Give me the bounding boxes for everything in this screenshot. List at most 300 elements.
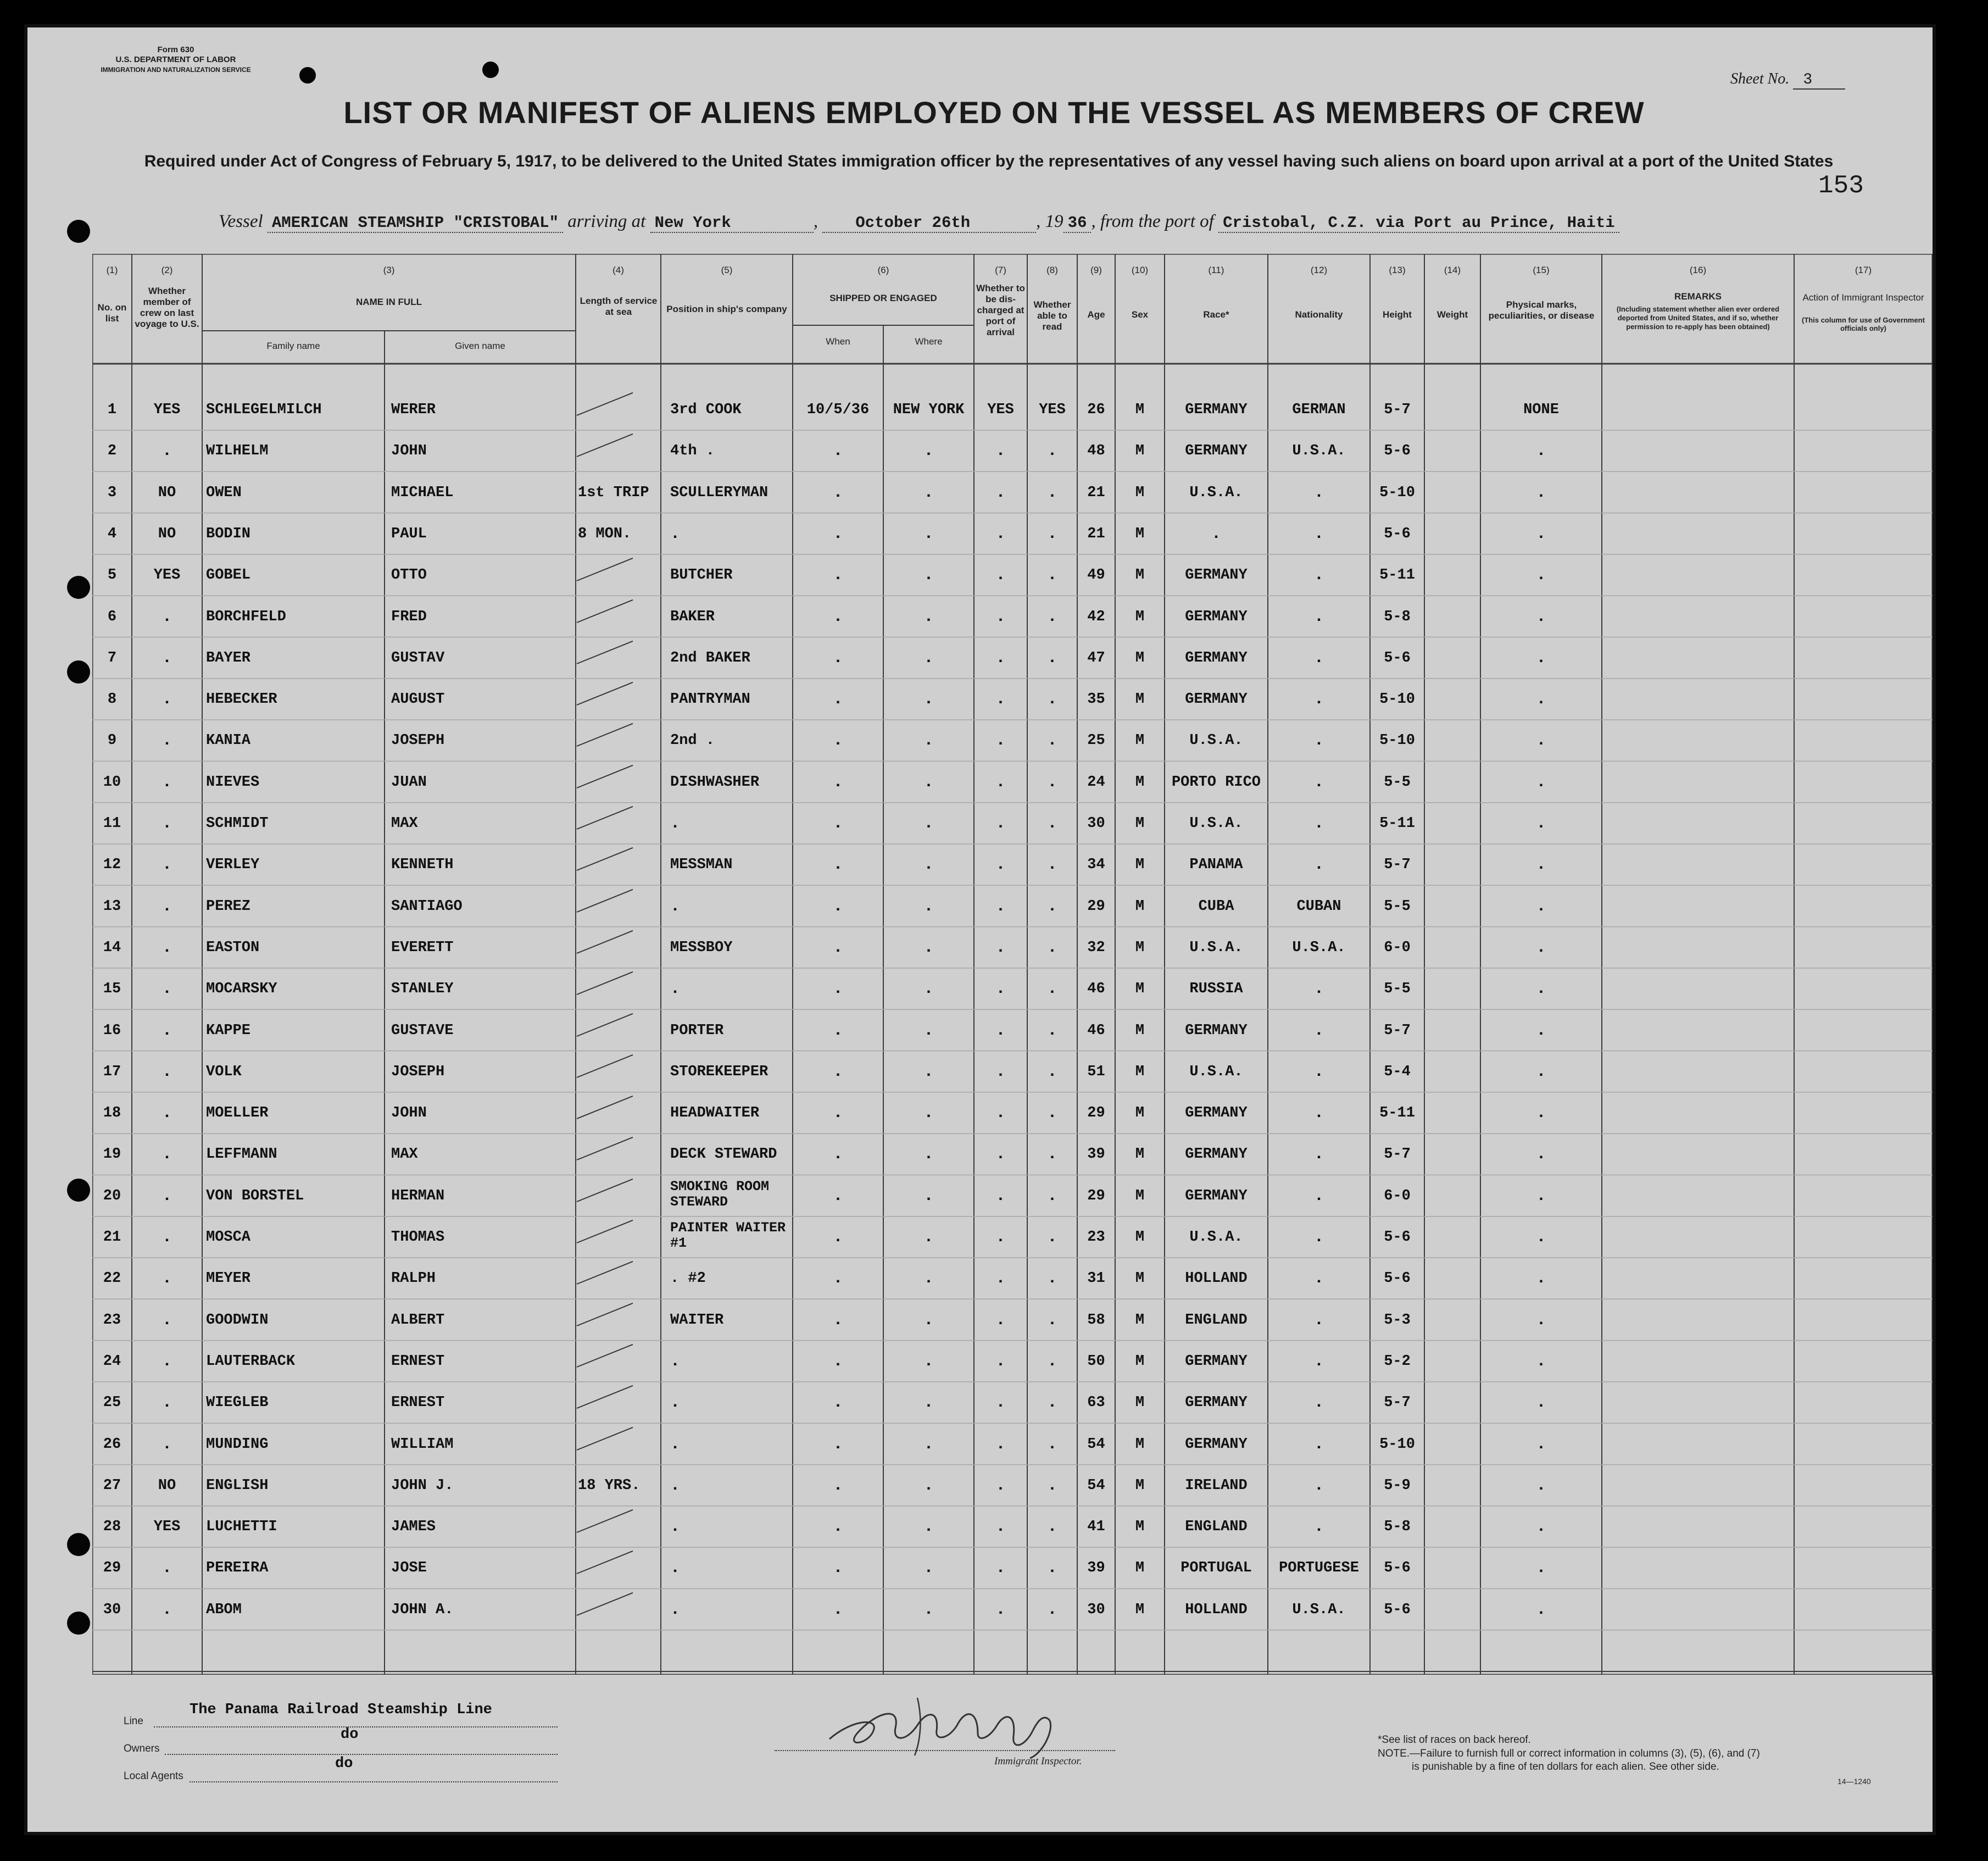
row-read: . bbox=[1047, 1435, 1057, 1454]
row-position: SMOKING ROOM STEWARD bbox=[670, 1178, 770, 1210]
row-race: GERMANY bbox=[1185, 608, 1248, 625]
row-given: JOHN bbox=[391, 1105, 427, 1122]
row-given: GUSTAVE bbox=[391, 1022, 454, 1039]
row-nationality: . bbox=[1313, 773, 1324, 792]
row-marks: . bbox=[1536, 566, 1546, 585]
row-nationality: . bbox=[1313, 1269, 1324, 1288]
row-given: ERNEST bbox=[391, 1395, 445, 1412]
punch-hole bbox=[299, 67, 316, 84]
row-marks: . bbox=[1536, 607, 1546, 626]
punch-hole bbox=[67, 1533, 90, 1556]
row-where: . bbox=[923, 1062, 934, 1081]
races-note: *See list of races on back hereof. bbox=[1378, 1734, 1531, 1746]
row-no: 27 bbox=[103, 1477, 121, 1494]
row-no: 2 bbox=[107, 443, 117, 460]
row-no: 21 bbox=[103, 1229, 121, 1246]
col-number: (14) bbox=[1444, 265, 1461, 275]
row-read: . bbox=[1047, 1310, 1057, 1330]
header-given-name: Given name bbox=[455, 341, 505, 351]
row-race: GERMANY bbox=[1185, 1436, 1248, 1453]
row-when: . bbox=[833, 1062, 843, 1081]
row-given: JUAN bbox=[391, 774, 427, 791]
row-marks: . bbox=[1536, 938, 1546, 957]
header-physical-marks: Physical marks, peculiarities, or disease bbox=[1488, 299, 1595, 321]
row-no: 17 bbox=[103, 1063, 121, 1080]
row-sex: M bbox=[1135, 939, 1145, 956]
header-when: When bbox=[826, 336, 850, 347]
row-given: HERMAN bbox=[391, 1187, 445, 1204]
row-discharged: . bbox=[995, 897, 1006, 916]
row-nationality: . bbox=[1313, 607, 1324, 626]
row-height: 5-5 bbox=[1384, 898, 1411, 915]
row-given: JOSE bbox=[391, 1560, 427, 1577]
row-given: KENNETH bbox=[391, 857, 454, 874]
row-given: JOSEPH bbox=[391, 1063, 445, 1080]
row-when: . bbox=[833, 1104, 843, 1123]
row-marks: . bbox=[1536, 897, 1546, 916]
row-given: FRED bbox=[391, 608, 427, 625]
col-number: (11) bbox=[1208, 265, 1224, 275]
row-age: 29 bbox=[1087, 1187, 1105, 1204]
row-race: RUSSIA bbox=[1189, 981, 1243, 998]
row-when: . bbox=[833, 855, 843, 875]
row-read: . bbox=[1047, 1228, 1057, 1247]
row-read: . bbox=[1047, 1393, 1057, 1413]
row-family: HEBECKER bbox=[206, 691, 277, 708]
row-member: . bbox=[162, 773, 172, 792]
row-age: 25 bbox=[1087, 732, 1105, 749]
row-when: . bbox=[833, 1352, 843, 1371]
row-position: DISHWASHER bbox=[670, 774, 760, 791]
col-number: (9) bbox=[1090, 265, 1102, 275]
row-marks: . bbox=[1536, 1310, 1546, 1330]
row-when: . bbox=[833, 1393, 843, 1413]
row-family: NIEVES bbox=[206, 774, 260, 791]
departure-port: Cristobal, C.Z. via Port au Prince, Haiti bbox=[1218, 214, 1619, 233]
row-race: HOLLAND bbox=[1185, 1601, 1248, 1618]
row-when: . bbox=[833, 690, 843, 709]
row-discharged: . bbox=[995, 442, 1006, 461]
row-position: 2nd . bbox=[670, 732, 715, 749]
row-sex: M bbox=[1135, 1312, 1145, 1329]
row-no: 9 bbox=[107, 732, 117, 749]
header-family-name: Family name bbox=[266, 341, 320, 351]
row-where: . bbox=[923, 855, 934, 875]
sheet-number bbox=[1730, 70, 1845, 88]
row-position: . bbox=[670, 1435, 681, 1454]
row-position: . #2 bbox=[670, 1270, 706, 1287]
row-marks: . bbox=[1536, 648, 1546, 668]
header-member-last-voyage: Whether member of crew on last voyage to U.S. bbox=[135, 286, 199, 329]
row-nationality: . bbox=[1313, 648, 1324, 668]
row-family: PEREIRA bbox=[206, 1560, 269, 1577]
row-race: U.S.A. bbox=[1189, 484, 1243, 501]
header-action-inspector: Action of Immigrant Inspector bbox=[1802, 292, 1924, 303]
row-marks: . bbox=[1536, 1145, 1546, 1164]
row-nationality: CUBAN bbox=[1296, 898, 1341, 915]
row-race: GERMANY bbox=[1185, 567, 1248, 584]
row-sex: M bbox=[1135, 857, 1145, 874]
row-when: . bbox=[833, 648, 843, 668]
row-race: PORTUGAL bbox=[1180, 1560, 1252, 1577]
row-discharged: . bbox=[995, 1269, 1006, 1288]
row-discharged: . bbox=[995, 483, 1006, 502]
row-position: WAITER bbox=[670, 1312, 724, 1329]
row-marks: . bbox=[1536, 855, 1546, 875]
row-read: . bbox=[1047, 483, 1057, 502]
row-age: 41 bbox=[1087, 1519, 1105, 1536]
row-height: 5-3 bbox=[1384, 1312, 1411, 1329]
header-length-of-service: Length of service at sea bbox=[580, 296, 658, 317]
row-when: . bbox=[833, 1476, 843, 1495]
row-member: . bbox=[162, 648, 172, 668]
row-height: 5-6 bbox=[1384, 525, 1411, 542]
row-discharged: . bbox=[995, 607, 1006, 626]
row-sex: M bbox=[1135, 1601, 1145, 1618]
row-marks: . bbox=[1536, 1518, 1546, 1537]
row-height: 5-7 bbox=[1384, 1395, 1411, 1412]
row-sex: M bbox=[1135, 732, 1145, 749]
row-family: VERLEY bbox=[206, 857, 260, 874]
row-sex: M bbox=[1135, 443, 1145, 460]
row-when: . bbox=[833, 1145, 843, 1164]
row-marks: . bbox=[1536, 1021, 1546, 1040]
row-sex: M bbox=[1135, 1477, 1145, 1494]
row-read: . bbox=[1047, 938, 1057, 957]
row-sex: M bbox=[1135, 1063, 1145, 1080]
row-discharged: . bbox=[995, 1518, 1006, 1537]
row-sex: M bbox=[1135, 815, 1145, 832]
row-where: . bbox=[923, 1393, 934, 1413]
row-height: 5-6 bbox=[1384, 1229, 1411, 1246]
row-age: 29 bbox=[1087, 898, 1105, 915]
row-where: . bbox=[923, 483, 934, 502]
row-race: GERMANY bbox=[1185, 402, 1248, 418]
row-family: WILHELM bbox=[206, 443, 269, 460]
row-family: KAPPE bbox=[206, 1022, 251, 1039]
row-age: 54 bbox=[1087, 1477, 1105, 1494]
row-member: . bbox=[162, 1228, 172, 1247]
row-no: 20 bbox=[103, 1187, 121, 1204]
row-member: . bbox=[162, 731, 172, 751]
row-given: GUSTAV bbox=[391, 649, 445, 666]
row-age: 50 bbox=[1087, 1353, 1105, 1370]
row-age: 49 bbox=[1087, 567, 1105, 584]
col-number: (13) bbox=[1389, 265, 1406, 275]
row-age: 48 bbox=[1087, 443, 1105, 460]
row-member: . bbox=[162, 1600, 172, 1619]
row-no: 13 bbox=[103, 898, 121, 915]
row-nationality: GERMAN bbox=[1292, 402, 1346, 418]
row-no: 22 bbox=[103, 1270, 121, 1287]
row-sex: M bbox=[1135, 525, 1145, 542]
row-where: . bbox=[923, 1352, 934, 1371]
row-discharged: . bbox=[995, 1021, 1006, 1040]
row-where: . bbox=[923, 1435, 934, 1454]
row-height: 5-8 bbox=[1384, 608, 1411, 625]
row-discharged: . bbox=[995, 773, 1006, 792]
row-height: 5-11 bbox=[1379, 1105, 1415, 1122]
row-family: ABOM bbox=[206, 1601, 242, 1618]
row-marks: . bbox=[1536, 1104, 1546, 1123]
row-family: MEYER bbox=[206, 1270, 251, 1287]
row-no: 12 bbox=[103, 857, 121, 874]
row-length: 1st TRIP bbox=[578, 484, 649, 501]
row-given: MICHAEL bbox=[391, 484, 454, 501]
row-race: GERMANY bbox=[1185, 1022, 1248, 1039]
row-sex: M bbox=[1135, 1395, 1145, 1412]
row-member: . bbox=[162, 855, 172, 875]
row-read: . bbox=[1047, 442, 1057, 461]
col-number: (17) bbox=[1855, 265, 1872, 275]
row-discharged: . bbox=[995, 1062, 1006, 1081]
header-sex: Sex bbox=[1131, 309, 1149, 320]
row-discharged: . bbox=[995, 524, 1006, 543]
col-number: (7) bbox=[995, 265, 1006, 275]
row-family: MOCARSKY bbox=[206, 981, 277, 998]
row-member: . bbox=[162, 1435, 172, 1454]
row-member: . bbox=[162, 442, 172, 461]
row-sex: M bbox=[1135, 1436, 1145, 1453]
row-age: 63 bbox=[1087, 1395, 1105, 1412]
row-marks: . bbox=[1536, 1476, 1546, 1495]
header-action-note: (This column for use of Government officials only) bbox=[1802, 316, 1925, 332]
row-given: THOMAS bbox=[391, 1229, 445, 1246]
row-age: 47 bbox=[1087, 649, 1105, 666]
local-agents-label: Local Agents bbox=[124, 1770, 183, 1782]
row-when: . bbox=[833, 524, 843, 543]
row-race: U.S.A. bbox=[1189, 1063, 1243, 1080]
row-read: . bbox=[1047, 1518, 1057, 1537]
row-nationality: . bbox=[1313, 1393, 1324, 1413]
row-where: . bbox=[923, 897, 934, 916]
vessel-name: AMERICAN STEAMSHIP "CRISTOBAL" bbox=[268, 214, 563, 233]
row-race: CUBA bbox=[1198, 898, 1234, 915]
row-member: . bbox=[162, 690, 172, 709]
row-given: ALBERT bbox=[391, 1312, 445, 1329]
row-height: 5-7 bbox=[1384, 1022, 1411, 1039]
row-no: 5 bbox=[107, 567, 117, 584]
row-no: 7 bbox=[107, 649, 117, 666]
row-sex: M bbox=[1135, 567, 1145, 584]
row-height: 6-0 bbox=[1384, 939, 1411, 956]
row-where: . bbox=[923, 524, 934, 543]
row-sex: M bbox=[1135, 1105, 1145, 1122]
row-height: 5-8 bbox=[1384, 1519, 1411, 1536]
row-discharged: . bbox=[995, 690, 1006, 709]
row-family: LAUTERBACK bbox=[206, 1353, 296, 1370]
row-given: EVERETT bbox=[391, 939, 454, 956]
row-given: ERNEST bbox=[391, 1353, 445, 1370]
row-position: . bbox=[670, 1476, 681, 1495]
row-family: WIEGLEB bbox=[206, 1395, 269, 1412]
row-position: . bbox=[670, 1393, 681, 1413]
row-member: . bbox=[162, 1021, 172, 1040]
header-nationality: Nationality bbox=[1295, 309, 1343, 320]
row-given: SANTIAGO bbox=[391, 898, 463, 915]
row-read: YES bbox=[1039, 402, 1066, 418]
row-when: 10/5/36 bbox=[806, 402, 870, 418]
row-height: 5-7 bbox=[1384, 857, 1411, 874]
row-discharged: . bbox=[995, 1228, 1006, 1247]
row-no: 18 bbox=[103, 1105, 121, 1122]
row-height: 5-11 bbox=[1379, 815, 1415, 832]
row-age: 42 bbox=[1087, 608, 1105, 625]
row-member: . bbox=[162, 938, 172, 957]
row-race: ENGLAND bbox=[1185, 1519, 1248, 1536]
row-family: MOSCA bbox=[206, 1229, 251, 1246]
row-when: . bbox=[833, 483, 843, 502]
row-age: 21 bbox=[1087, 484, 1105, 501]
row-given: JOHN A. bbox=[391, 1601, 454, 1618]
row-marks: . bbox=[1536, 1559, 1546, 1578]
row-when: . bbox=[833, 897, 843, 916]
row-age: 39 bbox=[1087, 1146, 1105, 1163]
row-no: 8 bbox=[107, 691, 117, 708]
row-discharged: . bbox=[995, 1145, 1006, 1164]
row-read: . bbox=[1047, 814, 1057, 833]
row-position: DECK STEWARD bbox=[670, 1146, 777, 1163]
row-height: 5-11 bbox=[1379, 567, 1415, 584]
row-no: 28 bbox=[103, 1519, 121, 1536]
row-position: HEADWAITER bbox=[670, 1105, 760, 1122]
row-sex: M bbox=[1135, 1270, 1145, 1287]
row-where: . bbox=[923, 1476, 934, 1495]
row-race: U.S.A. bbox=[1189, 815, 1243, 832]
row-age: 32 bbox=[1087, 939, 1105, 956]
row-where: . bbox=[923, 1310, 934, 1330]
row-read: . bbox=[1047, 980, 1057, 999]
row-no: 3 bbox=[107, 484, 117, 501]
row-given: JAMES bbox=[391, 1519, 436, 1536]
row-discharged: . bbox=[995, 1352, 1006, 1371]
row-nationality: . bbox=[1313, 731, 1324, 751]
row-where: . bbox=[923, 1228, 934, 1247]
row-sex: M bbox=[1135, 649, 1145, 666]
row-no: 25 bbox=[103, 1395, 121, 1412]
row-height: 5-10 bbox=[1379, 732, 1415, 749]
row-family: MOELLER bbox=[206, 1105, 269, 1122]
row-family: SCHMIDT bbox=[206, 815, 269, 832]
row-race: GERMANY bbox=[1185, 1105, 1248, 1122]
col-number: (3) bbox=[383, 265, 395, 275]
row-marks: . bbox=[1536, 1435, 1546, 1454]
row-when: . bbox=[833, 980, 843, 999]
col-number: (2) bbox=[161, 265, 173, 275]
row-read: . bbox=[1047, 773, 1057, 792]
table-grid bbox=[92, 254, 1933, 1675]
row-race: GERMANY bbox=[1185, 1353, 1248, 1370]
row-family: MUNDING bbox=[206, 1436, 269, 1453]
row-age: 46 bbox=[1087, 1022, 1105, 1039]
row-family: OWEN bbox=[206, 484, 242, 501]
row-when: . bbox=[833, 1021, 843, 1040]
row-height: 5-6 bbox=[1384, 649, 1411, 666]
row-no: 30 bbox=[103, 1601, 121, 1618]
row-position: . bbox=[670, 897, 681, 916]
row-where: . bbox=[923, 773, 934, 792]
header-discharged: Whether to be dis-charged at port of arrival bbox=[976, 283, 1025, 337]
row-discharged: . bbox=[995, 648, 1006, 668]
row-position: . bbox=[670, 1352, 681, 1371]
row-given: JOHN J. bbox=[391, 1477, 454, 1494]
col-number: (5) bbox=[721, 265, 733, 275]
row-sex: M bbox=[1135, 1146, 1145, 1163]
row-sex: M bbox=[1135, 608, 1145, 625]
row-member: . bbox=[162, 1145, 172, 1164]
row-no: 10 bbox=[103, 774, 121, 791]
row-position: . bbox=[670, 524, 681, 543]
row-nationality: . bbox=[1313, 1228, 1324, 1247]
row-where: . bbox=[923, 938, 934, 957]
row-sex: M bbox=[1135, 898, 1145, 915]
row-position: MESSMAN bbox=[670, 857, 733, 874]
line-value: The Panama Railroad Steamship Line bbox=[190, 1702, 492, 1718]
row-no: 23 bbox=[103, 1312, 121, 1329]
row-race: ENGLAND bbox=[1185, 1312, 1248, 1329]
punch-hole bbox=[67, 220, 90, 243]
row-age: 39 bbox=[1087, 1560, 1105, 1577]
row-height: 5-6 bbox=[1384, 443, 1411, 460]
row-discharged: . bbox=[995, 1310, 1006, 1330]
row-discharged: . bbox=[995, 1435, 1006, 1454]
row-member: YES bbox=[153, 1519, 181, 1536]
row-read: . bbox=[1047, 1062, 1057, 1081]
row-race: GERMANY bbox=[1185, 1146, 1248, 1163]
row-given: AUGUST bbox=[391, 691, 445, 708]
row-where: . bbox=[923, 1269, 934, 1288]
row-family: LUCHETTI bbox=[206, 1519, 277, 1536]
row-nationality: . bbox=[1313, 980, 1324, 999]
row-read: . bbox=[1047, 1145, 1057, 1164]
row-read: . bbox=[1047, 1021, 1057, 1040]
row-family: GOODWIN bbox=[206, 1312, 269, 1329]
header-age: Age bbox=[1087, 309, 1105, 320]
row-sex: M bbox=[1135, 981, 1145, 998]
row-family: GOBEL bbox=[206, 567, 251, 584]
row-marks: . bbox=[1536, 1186, 1546, 1206]
row-where: . bbox=[923, 1021, 934, 1040]
row-position: MESSBOY bbox=[670, 939, 733, 956]
row-where: . bbox=[923, 980, 934, 999]
row-read: . bbox=[1047, 1352, 1057, 1371]
row-height: 5-10 bbox=[1379, 484, 1415, 501]
row-age: 23 bbox=[1087, 1229, 1105, 1246]
row-no: 15 bbox=[103, 981, 121, 998]
row-height: 5-6 bbox=[1384, 1270, 1411, 1287]
arriving-label: arriving at bbox=[567, 212, 646, 231]
row-read: . bbox=[1047, 690, 1057, 709]
row-height: 5-6 bbox=[1384, 1560, 1411, 1577]
row-height: 5-5 bbox=[1384, 981, 1411, 998]
row-marks: NONE bbox=[1523, 402, 1559, 418]
row-height: 5-10 bbox=[1379, 1436, 1415, 1453]
from-label: from the port of bbox=[1100, 212, 1214, 231]
row-member: . bbox=[162, 897, 172, 916]
row-race: U.S.A. bbox=[1189, 732, 1243, 749]
row-nationality: . bbox=[1313, 566, 1324, 585]
row-given: JOHN bbox=[391, 443, 427, 460]
row-where: NEW YORK bbox=[893, 402, 965, 418]
row-member: . bbox=[162, 1269, 172, 1288]
row-age: 58 bbox=[1087, 1312, 1105, 1329]
row-read: . bbox=[1047, 731, 1057, 751]
row-marks: . bbox=[1536, 773, 1546, 792]
row-read: . bbox=[1047, 1600, 1057, 1619]
row-member: NO bbox=[158, 1477, 176, 1494]
owners-value: do bbox=[341, 1726, 359, 1743]
row-read: . bbox=[1047, 1104, 1057, 1123]
